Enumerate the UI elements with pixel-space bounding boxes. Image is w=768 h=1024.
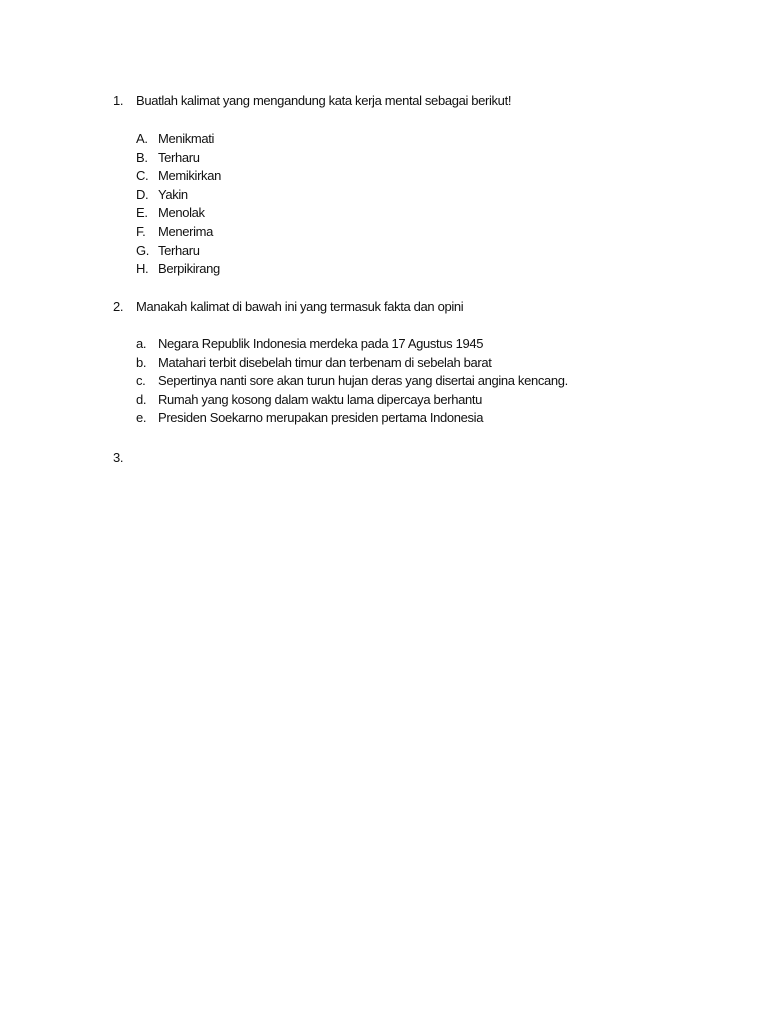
- option-letter: H.: [136, 261, 149, 277]
- option-letter: E.: [136, 205, 148, 221]
- option-letter: F.: [136, 223, 146, 239]
- option-text: Negara Republik Indonesia merdeka pada 17 Agustus 1945: [158, 336, 484, 351]
- option-item: [136, 186, 636, 205]
- option-item: [136, 149, 636, 168]
- option-item: [136, 354, 656, 373]
- option-text: Menikmati: [158, 131, 215, 146]
- option-item: [136, 204, 636, 223]
- question-2-options: [136, 335, 656, 428]
- option-item: [136, 391, 656, 410]
- option-item: [136, 223, 636, 242]
- question-1-number: 1.: [113, 93, 124, 108]
- option-text: Sepertinya nanti sore akan turun hujan deras yang disertai angina kencang.: [158, 373, 568, 389]
- option-text: Menolak: [158, 205, 205, 221]
- option-item: [136, 409, 656, 428]
- question-2-prompt: [113, 298, 733, 316]
- option-text: Menerima: [158, 223, 213, 239]
- option-text: Terharu: [158, 242, 200, 258]
- option-letter: c.: [136, 373, 146, 389]
- question-1: [113, 92, 733, 277]
- option-letter: e.: [136, 410, 147, 426]
- question-1-options: [136, 130, 636, 279]
- option-letter: C.: [136, 168, 149, 184]
- option-text: Yakin: [158, 186, 188, 202]
- option-text: Rumah yang kosong dalam waktu lama dipercaya berhantu: [158, 391, 482, 407]
- question-3: [113, 449, 733, 467]
- option-letter: a.: [136, 336, 147, 351]
- question-2-number: 2.: [113, 299, 124, 314]
- option-letter: A.: [136, 131, 148, 146]
- question-1-text: Buatlah kalimat yang mengandung kata kerja mental sebagai berikut!: [136, 93, 512, 108]
- question-2: [113, 298, 733, 426]
- option-item: [136, 242, 636, 261]
- question-2-text: Manakah kalimat di bawah ini yang termasuk fakta dan opini: [136, 299, 464, 314]
- option-text: Berpikirang: [158, 261, 220, 277]
- option-text: Presiden Soekarno merupakan presiden pertama Indonesia: [158, 410, 484, 426]
- option-letter: d.: [136, 391, 147, 407]
- option-item: [136, 260, 636, 279]
- option-text: Terharu: [158, 149, 200, 165]
- option-letter: G.: [136, 242, 150, 258]
- option-text: Matahari terbit disebelah timur dan terbenam di sebelah barat: [158, 354, 492, 370]
- option-letter: B.: [136, 149, 148, 165]
- option-item: [136, 130, 636, 149]
- question-1-prompt: [113, 92, 733, 110]
- option-item: [136, 372, 656, 391]
- question-3-number: 3.: [113, 450, 124, 465]
- option-item: [136, 167, 636, 186]
- question-3-prompt: [113, 449, 733, 467]
- option-text: Memikirkan: [158, 168, 221, 184]
- option-item: [136, 335, 656, 354]
- option-letter: b.: [136, 354, 147, 370]
- option-letter: D.: [136, 186, 149, 202]
